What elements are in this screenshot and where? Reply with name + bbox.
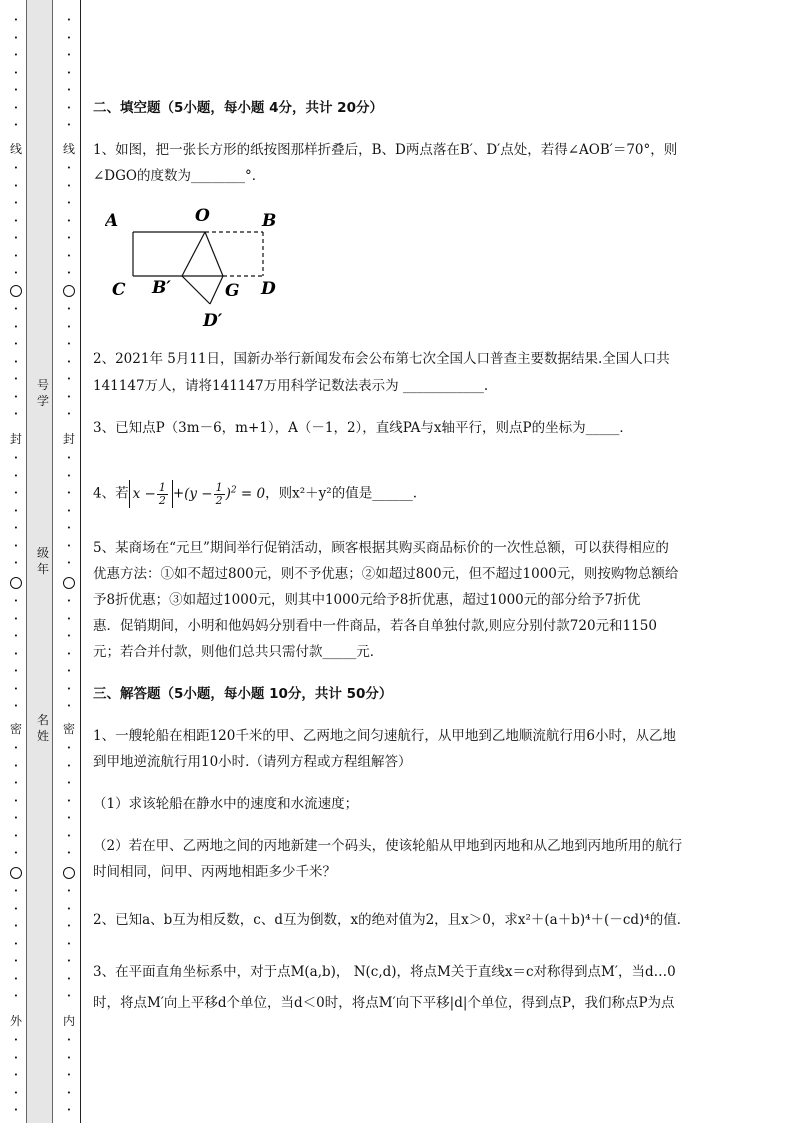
inner-dot: • (66, 939, 72, 948)
inner-dot: • (66, 322, 72, 331)
outer-dot: • (13, 164, 19, 172)
fig-label-c: C (112, 280, 126, 300)
outer-dot: • (13, 814, 19, 822)
solve-q3-line1: 3、在平面直角坐标系中，对于点M(a,b)， N(c,d)，将点M关于直线x＝c对称得到点M′，当d…0 (93, 964, 676, 980)
outer-dot: • (13, 375, 19, 383)
inner-binding-hole (63, 285, 75, 297)
inner-dot: • (66, 684, 72, 693)
inner-dot: • (66, 305, 72, 313)
outer-dot: • (13, 322, 19, 331)
inner-dot: • (66, 559, 72, 567)
fig-label-o: O (195, 206, 210, 226)
outer-dot: • (13, 33, 19, 42)
outer-dot: • (13, 849, 19, 857)
inner-dot: • (66, 103, 72, 112)
fill-q5-line4: 惠．促销期间，小明和他妈妈分别看中一件商品，若各自单独付款,则应分别付款720元和1150 (93, 618, 657, 634)
inner-dot: • (66, 1088, 72, 1097)
outer-dot: • (13, 216, 19, 225)
outer-dot: • (13, 86, 19, 94)
inner-dot: • (66, 410, 72, 418)
solve-q2: 2、已知a、b互为相反数，c、d互为倒数，x的绝对值为2，且x＞0，求x²＋(a＋b)⁴＋(－cd)⁴的值． (93, 912, 691, 928)
outer-dot: • (13, 1053, 19, 1062)
outer-dot: • (13, 904, 19, 913)
fill-q4: 4、若 x − $\frac{1}{2}$ +(y − $\frac{1}{2}$ )$^2$ = 0，则x²＋y²的值是______. (93, 480, 417, 507)
outer-dot: • (13, 541, 19, 550)
outer-binding-hole (10, 867, 22, 879)
outer-dot: • (13, 559, 19, 567)
outer-mark: 线 (9, 142, 22, 156)
inner-dot: • (66, 181, 72, 190)
solve-q1-part2-line2: 时间相同，问甲、丙两地相距多少千米？ (93, 864, 336, 880)
outer-dot: • (13, 779, 19, 787)
inner-dot: • (66, 1106, 72, 1114)
outer-dot: • (13, 831, 19, 840)
inner-dot: • (66, 632, 72, 640)
outer-binding-column (9, 0, 23, 1123)
outer-dot: • (13, 305, 19, 313)
inner-binding-column (62, 0, 76, 1123)
fill-q1-line2: ∠DGO的度数为________°． (93, 168, 266, 184)
outer-dot: • (13, 234, 19, 242)
outer-dot: • (13, 454, 19, 462)
inner-dot: • (66, 471, 72, 480)
outer-dot: • (13, 506, 19, 515)
outer-dot: • (13, 667, 19, 675)
outer-dot: • (13, 1088, 19, 1097)
outer-dot: • (13, 103, 19, 112)
inner-dot: • (66, 1036, 72, 1044)
outer-dot: • (13, 199, 19, 207)
inner-dot: • (66, 86, 72, 94)
outer-dot: • (13, 489, 19, 497)
outer-mark: 外 (9, 1014, 22, 1028)
inner-dot: • (66, 121, 72, 129)
solve-q1-line1: 1、一艘轮船在相距120千米的甲、乙两地之间匀速航行，从甲地到乙地顺流航行用6小时，从乙地 (93, 728, 676, 744)
outer-dot: • (13, 684, 19, 693)
inner-dot: • (66, 251, 72, 260)
fig-label-b: B (262, 211, 277, 231)
inner-dot: • (66, 1053, 72, 1062)
inner-mark: 线 (62, 142, 75, 156)
fig-label-a: A (105, 211, 119, 231)
inner-dot: • (66, 779, 72, 787)
inner-dot: • (66, 489, 72, 497)
inner-mark: 密 (62, 722, 75, 736)
inner-binding-hole (63, 577, 75, 589)
outer-dot: • (13, 796, 19, 805)
outer-dot: • (13, 392, 19, 401)
fig-label-d-prime: D′ (203, 311, 223, 331)
inner-dot: • (66, 922, 72, 930)
outer-mark: 密 (9, 722, 22, 736)
inner-dot: • (66, 702, 72, 710)
outer-dot: • (13, 761, 19, 770)
inner-mark: 封 (62, 432, 75, 446)
outer-dot: • (13, 922, 19, 930)
fig-label-d: D (261, 279, 276, 299)
fill-q5-line1: 5、某商场在“元旦”期间举行促销活动，顾客根据其购买商品标价的一次性总额，可以获得相应的 (93, 540, 669, 556)
field-label-student-number: 号 学 (36, 378, 49, 408)
outer-dot: • (13, 1106, 19, 1114)
inner-dot: • (66, 541, 72, 550)
fill-q1-line1: 1、如图，把一张长方形的纸按图那样折叠后，B、D两点落在B′、D′点处，若得∠AOB′＝70°，则 (93, 142, 678, 158)
inner-dot: • (66, 974, 72, 983)
inner-dot: • (66, 649, 72, 658)
inner-dot: • (66, 849, 72, 857)
outer-dot: • (13, 992, 19, 1000)
fill-q4-suffix: ，则x²＋y²的值是______. (265, 485, 417, 502)
outer-dot: • (13, 614, 19, 623)
inner-dot: • (66, 357, 72, 366)
fill-q5-line5: 元；若合并付款，则他们总共只需付款_____元． (93, 644, 384, 660)
outer-dot: • (13, 632, 19, 640)
section-3-heading: 三、解答题（5小题，每小题 10分，共计 50分） (93, 686, 393, 702)
outer-mark: 封 (9, 432, 22, 446)
outer-dot: • (13, 340, 19, 348)
inner-dot: • (66, 216, 72, 225)
fill-q2-line2: 141147万人，请将141147万用科学记数法表示为 ____________. (93, 378, 489, 394)
outer-dot: • (13, 524, 19, 532)
folding-figure (105, 204, 305, 334)
inner-dot: • (66, 1071, 72, 1079)
outer-dot: • (13, 410, 19, 418)
outer-dot: • (13, 471, 19, 480)
inner-dot: • (66, 506, 72, 515)
inner-dot: • (66, 524, 72, 532)
inner-dot: • (66, 269, 72, 277)
inner-dot: • (66, 234, 72, 242)
outer-dot: • (13, 51, 19, 59)
inner-dot: • (66, 887, 72, 895)
fill-q4-prefix: 4、若 (93, 485, 129, 502)
outer-dot: • (13, 957, 19, 965)
inner-dot: • (66, 957, 72, 965)
inner-binding-hole (63, 867, 75, 879)
outer-dot: • (13, 121, 19, 129)
fig-label-b-prime: B′ (152, 278, 171, 298)
inner-dot: • (66, 831, 72, 840)
inner-mark: 内 (62, 1014, 75, 1028)
section-2-heading: 二、填空题（5小题，每小题 4分，共计 20分） (93, 100, 383, 116)
solve-q1-line2: 到甲地逆流航行用10小时.（请列方程或方程组解答） (93, 754, 412, 770)
outer-dot: • (13, 597, 19, 605)
fill-q3: 3、已知点P（3m－6，m+1），A（－1，2），直线PA与x轴平行，则点P的坐标为_____． (93, 420, 633, 436)
inner-dot: • (66, 164, 72, 172)
inner-dot: • (66, 614, 72, 623)
inner-dot: • (66, 392, 72, 401)
inner-dot: • (66, 992, 72, 1000)
fill-q2-line1: 2、2021年 5月11日，国新办举行新闻发布会公布第七次全国人口普查主要数据结果.全国人口共 (93, 351, 670, 367)
inner-dot: • (66, 375, 72, 383)
outer-dot: • (13, 1036, 19, 1044)
outer-dot: • (13, 16, 19, 24)
solve-q1-part1: （1）求该轮船在静水中的速度和水流速度； (93, 796, 359, 812)
inner-dot: • (66, 51, 72, 59)
fig-label-g: G (225, 281, 240, 301)
inner-dot: • (66, 16, 72, 24)
inner-dot: • (66, 904, 72, 913)
outer-dot: • (13, 702, 19, 710)
outer-dot: • (13, 887, 19, 895)
outer-dot: • (13, 974, 19, 983)
fill-q4-abs-expression: x − $\frac{1}{2}$ (129, 480, 173, 508)
inner-dot: • (66, 667, 72, 675)
inner-dot: • (66, 33, 72, 42)
outer-dot: • (13, 1071, 19, 1079)
outer-dot: • (13, 649, 19, 658)
outer-dot: • (13, 939, 19, 948)
field-label-grade: 级 年 (36, 546, 49, 576)
inner-dot: • (66, 796, 72, 805)
solve-q1-part2-line1: （2）若在甲、乙两地之间的丙地新建一个码头，使该轮船从甲地到丙地和从乙地到丙地所用的航行 (93, 838, 683, 854)
inner-dot: • (66, 68, 72, 77)
outer-binding-hole (10, 577, 22, 589)
inner-dot: • (66, 454, 72, 462)
inner-dot: • (66, 761, 72, 770)
inner-dot: • (66, 199, 72, 207)
field-label-name: 名 姓 (36, 713, 49, 743)
margin-rule-line (80, 0, 81, 1123)
fill-q5-line2: 优惠方法：①如不超过800元，则不予优惠；②如超过800元，但不超过1000元，则按购物总额给 (93, 566, 679, 582)
outer-dot: • (13, 269, 19, 277)
outer-binding-hole (10, 285, 22, 297)
inner-dot: • (66, 744, 72, 752)
outer-dot: • (13, 357, 19, 366)
outer-dot: • (13, 181, 19, 190)
inner-dot: • (66, 814, 72, 822)
outer-dot: • (13, 744, 19, 752)
solve-q3-line2: 时，将点M′向上平移d个单位，当d＜0时，将点M′向下平移|d|个单位，得到点P，我们称点P为点 (93, 995, 675, 1011)
outer-dot: • (13, 68, 19, 77)
fill-q5-line3: 予8折优惠；③如超过1000元，则其中1000元给予8折优惠，超过1000元的部分给予7折优 (93, 592, 641, 608)
inner-dot: • (66, 597, 72, 605)
outer-dot: • (13, 251, 19, 260)
inner-dot: • (66, 340, 72, 348)
